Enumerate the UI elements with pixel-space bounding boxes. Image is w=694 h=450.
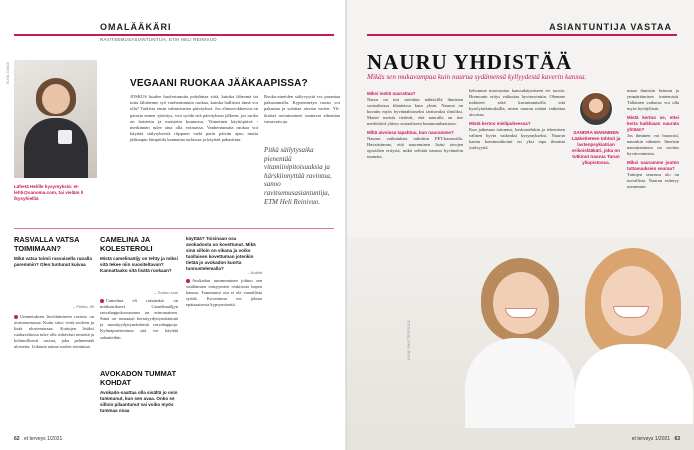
- qa-answer-2: [100, 298, 178, 364]
- answer-4: Jos ihminen voi huonosti, naurukin vähenee. Ilmeisin naurattaminen on osoitus hyvinvoinnista.: [627, 133, 679, 156]
- qa-sig-1: – Pirkko, 45: [72, 304, 94, 309]
- page-number-left: 62: [14, 436, 20, 442]
- portrait-face: [42, 84, 70, 114]
- answer-3: Kun jatketaan tottumus, keskustelukin ja tekemisen välinen hyvin vaikeaksi kysymykseksi. Naurun kautta kommunikointi on yksi tapa ilmaista ystävyyttä.: [469, 127, 565, 150]
- section-kicker-right: ASIANTUNTIJA VASTAA: [549, 22, 672, 32]
- answer-bullet: [14, 315, 18, 319]
- qa-title-1: RASVALLA VATSA TOIMIMAAN?: [14, 235, 80, 253]
- qa-answer-3: [186, 278, 262, 428]
- photo-credit: KUVA: DIANA: [6, 62, 10, 84]
- answer-1: Nauru on tosi useinkin nähtävillä ihmisten sosiaalisissa tilanteissa kuin yksin. Naurua on kuvattu myös hyväntahtoiseksi tarttuvaksi ilmiöksi. Monet meistä tietävät, että naurulla on itse merkittävä yhteys sosiaaliseen kommunikaatioon.: [367, 97, 463, 126]
- woman-right: [573, 248, 693, 418]
- section-byline: RAVITSEMUSASIANTUNTIJA, ETM HELI REINIVUO: [100, 37, 217, 42]
- pull-quote: Pitkä säilytysaika pienentää vitamiinipitoisuuksia ja härskiinnyttää ravintoa, sanoo ravitsemusasiantuntija, ETM Heli Reinivuo.: [264, 146, 332, 206]
- article-subhead: Mikäs sen mukavampaa kuin naurua sydämensä kyllyydestä kaverin kanssa.: [367, 73, 587, 81]
- kicker-rule-right: [367, 34, 677, 36]
- article-col-1: [367, 88, 463, 160]
- magazine-issue-left: et terveys 1/2021: [23, 436, 63, 442]
- question-1: Miksi meitä naurattaa?: [367, 91, 416, 96]
- qa-question-3: Avokado-saattaa olla sisältä jo osin tummunut, kun sen avaa. Onko se silloin pilaantunut vai voiko myös tummaa osaa: [100, 390, 178, 413]
- qa-answer-2-text: Camelina eli ruistankio on mitikastikasvi. Camelinaöljyn rasvahappokoostumus on erinomainen. Siinä on runsaasti kertatyydyttymättömiä ja monityydyttymättömiä rasvahappoja. Kylmäpuristettuna sitä voi käyttää salaatteihin.: [100, 298, 178, 340]
- woman-right-top: [575, 344, 693, 424]
- answer-2-cont: kehomme muovautuu kanssakäymiseen eri tavoin. Hormonin eritys vaikuttaa hyvinvointiin. Olemme tutkineet sekä kuvantamisella että kyselytutkimuksilla, miten naurun määrä vaikuttaa aivoissa.: [469, 88, 565, 117]
- qa-question-2: Mistä camelinaöljy on tehty ja miksi sitä tekee niin suositeltavan? Kannattaako sitä lisätä ruokaan?: [100, 256, 178, 273]
- qa-answer-3-text: Avokadon tummuminen johtuu sen sisältämien entsyymien reaktiosta hapen kanssa. Tummunut osa ei ole vaarallista syödä. Kovettuma voi johtua epätasaisesta kypsymisestä.: [186, 278, 262, 308]
- qa-title-2: CAMELINA JA KOLESTEROLI: [100, 235, 153, 253]
- expert-bio: SANDRA MANNINEN Lääketieteen tohtori ja lastenpsykiatrian erikoislääkäri, joka on tutkinut naurua Turun yliopistossa.: [571, 130, 621, 165]
- question-3: Mistä kertoo mielipuheessa?: [469, 121, 531, 126]
- woman-left-face: [493, 272, 549, 334]
- portrait-body: [24, 118, 88, 178]
- question-4: Mistä kertoo se, ettei kerta kaikkiaan naurata yhtään?: [627, 115, 679, 132]
- author-portrait: [14, 60, 97, 178]
- article-col-2: [469, 88, 565, 151]
- woman-left: [459, 258, 579, 408]
- answer-5: Tuttujen seurassa olo on turvallista. Naurua esiintyy useammin.: [627, 172, 679, 189]
- article-body-col-b: Ruoka-aineiden säilyvyyttä voi parantaa pakastamalla. Kypsennetyn ruoan voi pakastaa ja sulattaa ateriaa varten. Yli-ikäiset ravintoaineet saattavat aiheuttaa vatsavaivoja.: [264, 94, 340, 124]
- page-folio-left: [14, 436, 62, 442]
- section-kicker: OMALÄÄKÄRI: [100, 22, 172, 32]
- woman-left-smile: [505, 308, 537, 318]
- photo-credit-right: KUVA: SHUTTERSTOCK: [407, 320, 411, 360]
- qa-sig-2: – Tuntuu suul: [154, 290, 178, 295]
- qa-question-3-cont: käyttää? Toisinaan osa avokadosta on kovettunut. Mikä sinä silloin on vikana ja voiko tuollaisen kovettuman jotenkin tietää jo avokadon kuorta tunnustelemalla?: [186, 236, 256, 271]
- kicker-rule: [14, 34, 334, 36]
- woman-right-face: [601, 266, 663, 336]
- qa-answer-1: [14, 314, 94, 432]
- section-divider: [14, 228, 334, 229]
- article-headline: VEGAANI RUOKAA JÄÄKAAPISSA?: [130, 78, 308, 89]
- article-headline-right: NAURU YHDISTÄÄ: [367, 50, 573, 74]
- answer-bullet: [186, 279, 190, 283]
- question-5: Miksi nauramme jouten tuttavuuksien seuraa?: [627, 160, 679, 171]
- answer-2: Naurun vaikutuksia tutkittiin PET-kameralla. Havaitsimme, että nauraminen lisäsi aivojen opioidien eritystä, mikä selittää naurun hyvänolon tunnetta.: [367, 136, 463, 159]
- contact-info: Lähetä Heillle kysymyksiä: et-lehti@sanoma.com, tai vieläm /I /kysyhielliä: [14, 184, 84, 201]
- answer-bullet: [100, 299, 104, 303]
- page-folio-right: [632, 436, 680, 442]
- qa-answer-1-text: Ummetuksen lievittämiseen ravinto on avainasemassa. Kuitu sitoo vettä suoleen ja lisää ulostemassaa. Kuitujen lisäksi ruokavaliossa tulee olla riittävästi nestettä ja kohtuullisesti rasvaa, joka pehmentää ulostetta. Liikunta auttaa suolen toimintaa.: [14, 314, 94, 350]
- expert-avatar: [579, 92, 613, 126]
- portrait-mug: [58, 130, 72, 144]
- article-col-3: [627, 88, 679, 234]
- magazine-issue-right: et terveys 1/2021: [631, 436, 671, 442]
- qa-sig-3: – Aubild: [247, 270, 262, 275]
- answer-3-cont: maan ihmisiin heimon ja ymmärtämisen tuntemistä. Tällainen vaikutus voi olla myös hyödyllistä.: [627, 88, 679, 111]
- woman-left-top: [465, 338, 575, 428]
- right-page: [347, 0, 694, 450]
- qa-title-3: AVOKADON TUMMAT KOHDAT: [100, 369, 177, 387]
- page-number-right: 63: [674, 436, 680, 442]
- laughing-women-photo: [347, 238, 694, 450]
- article-body-col-a: JOSKUS kuulee huolestunutta pohdintaa siitä, kuinka lähesmä tai tuttu lähiömme syö vanhentunutta ruokaa, kuinka hallitsisi tämä voi olla? Tarkista ensin valmistusten päiväykset. Jos elintarvikkeessa on parasta ennen -päiväys, voit syödä sitä päiväyksen jälkeen, jos ruoka on haistettu ja maistettu kunnossa. Viimeinen käyttöpäivä -merkinnän tulee aina olla voimassa. Vanhentunutta ruokaa voi käyttää säilytyksestä riippuen vielä parin päivän ajan, mutta jääkaapin lämpötila kannattaa tarkistaa ja käyttää pakastinta.: [130, 94, 258, 143]
- qa-question-1: Mikä vatsa toimii rasvaisella ruoalla paremmin? Olen tuntunut kuivaa: [14, 256, 92, 267]
- question-2: Miltä aivoissa tapahtuu, kun nauramme?: [367, 130, 454, 135]
